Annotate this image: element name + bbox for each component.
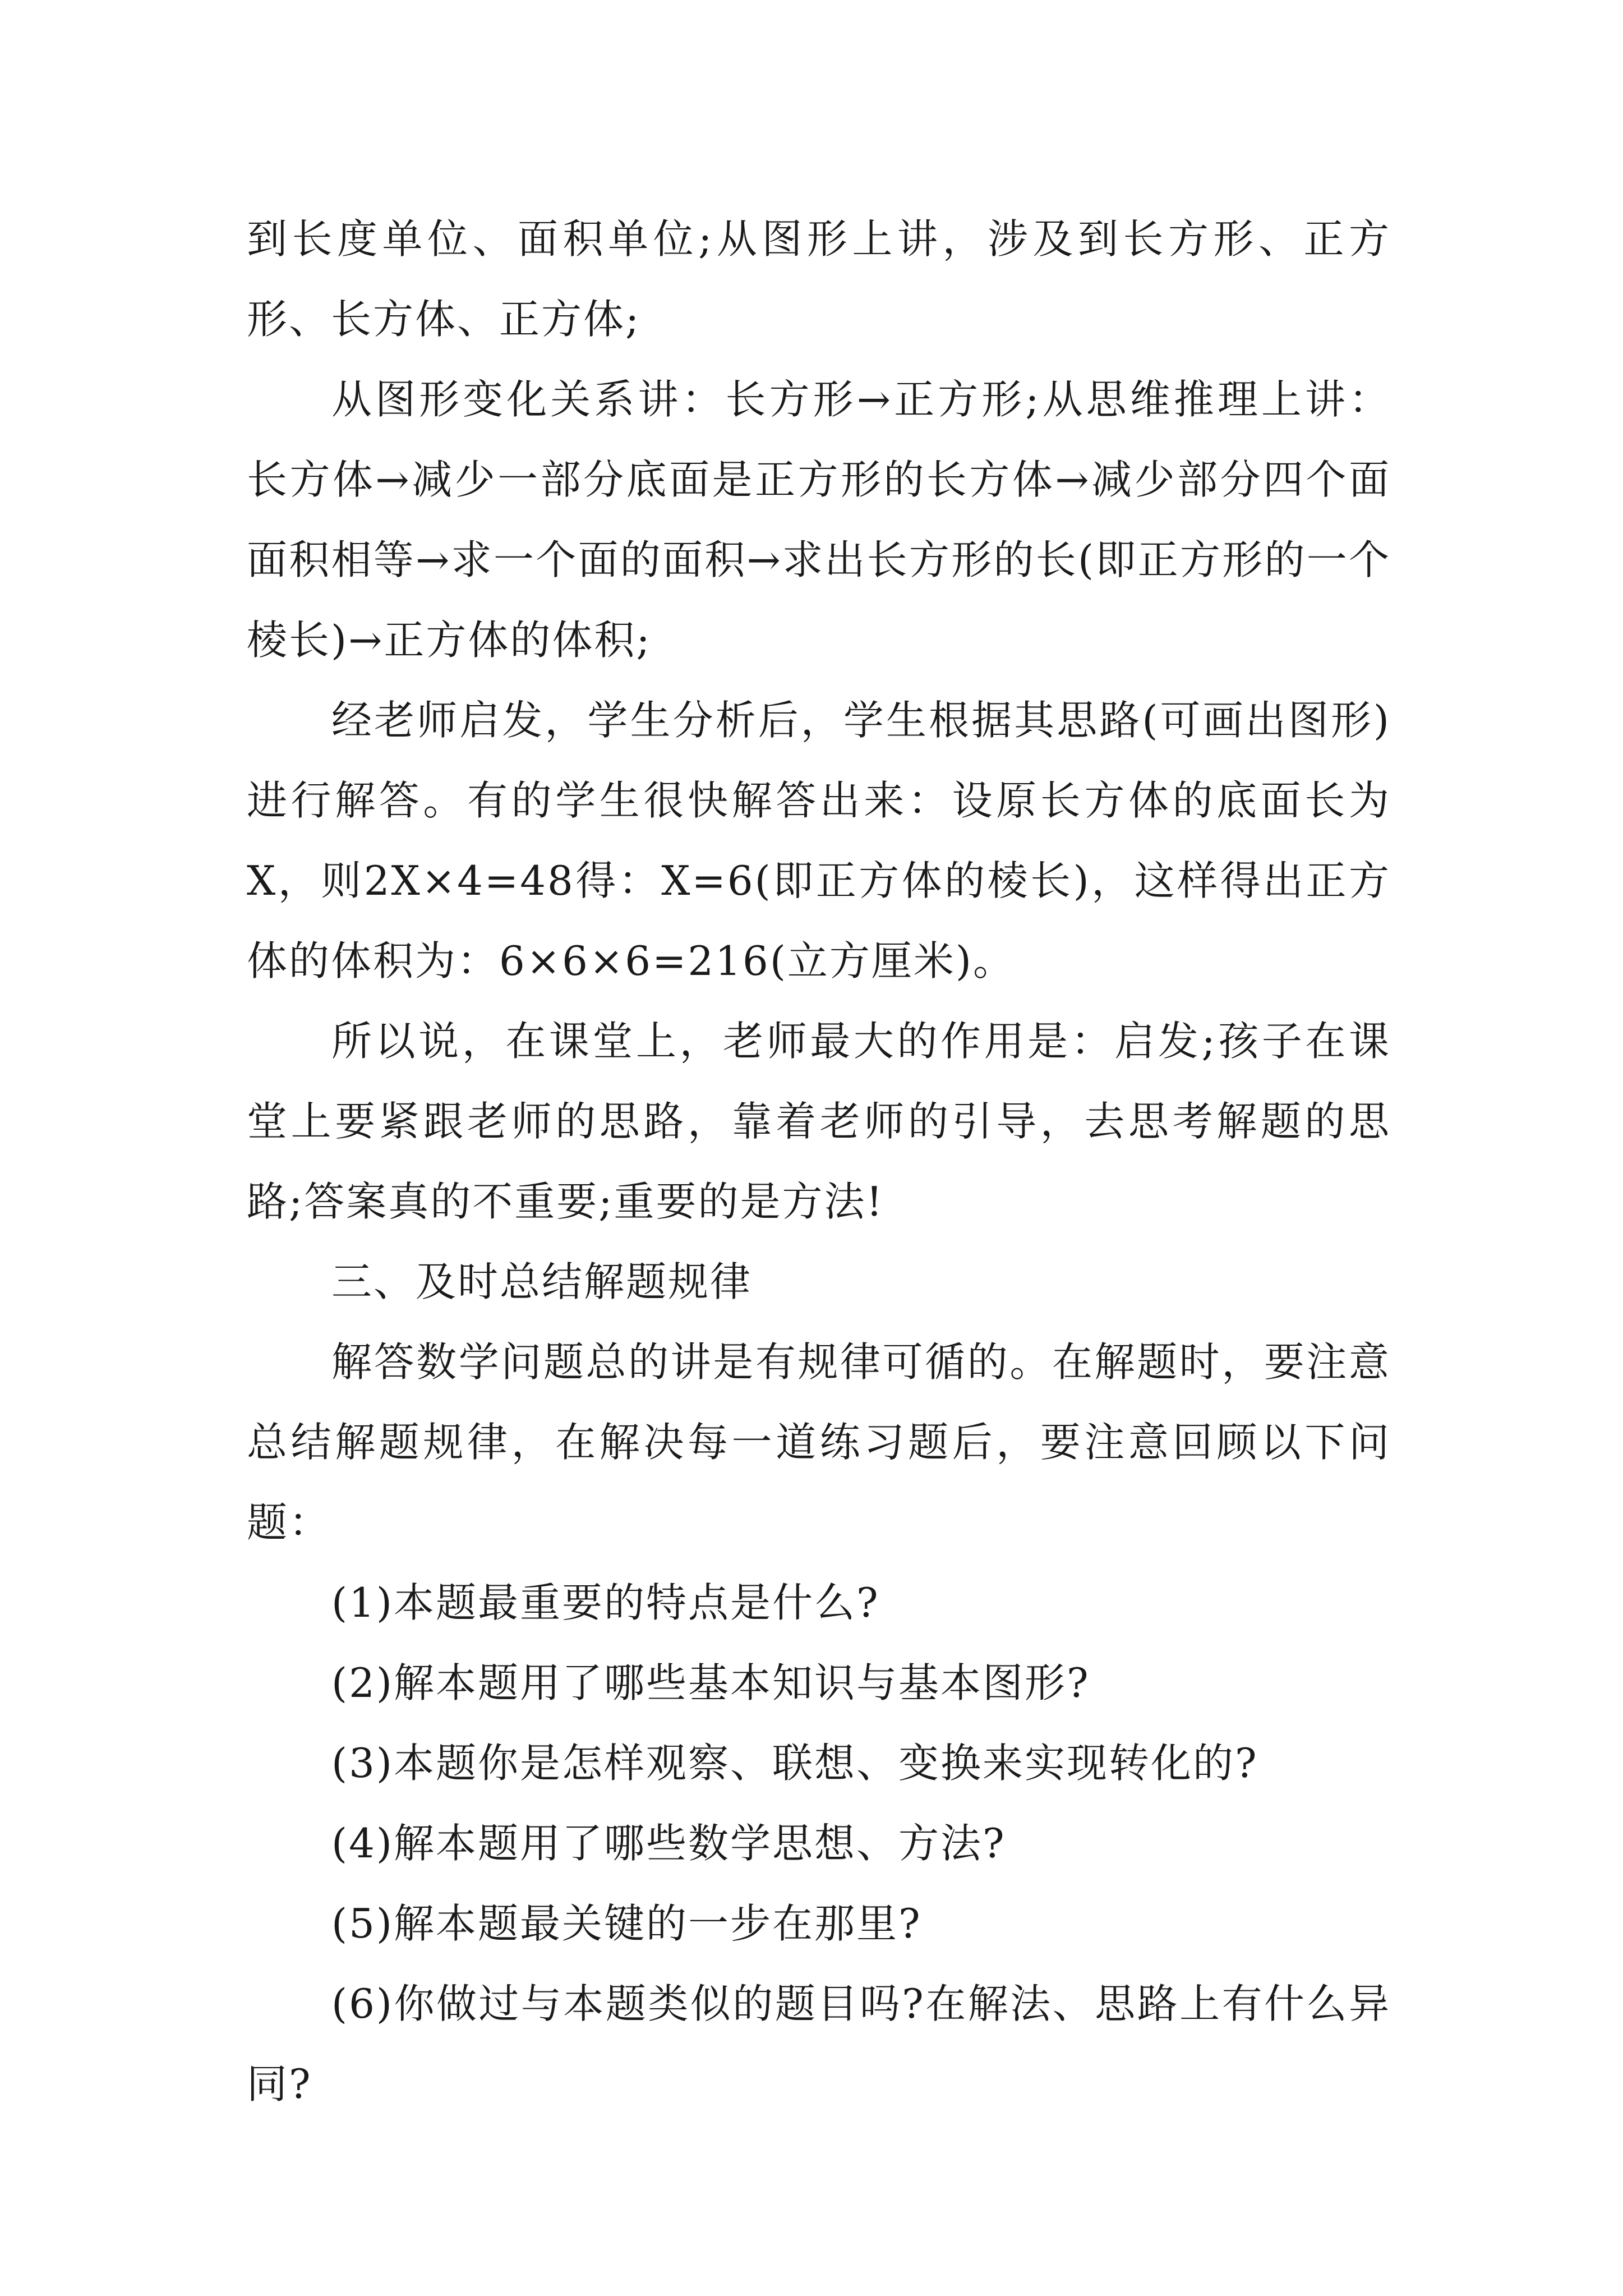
question-item-3: (3)本题你是怎样观察、联想、变换来实现转化的? bbox=[331, 1740, 1258, 1787]
question-item-2: (2)解本题用了哪些基本知识与基本图形? bbox=[331, 1659, 1090, 1706]
question-item-1: (1)本题最重要的特点是什么? bbox=[331, 1579, 880, 1626]
paragraph-student-solution: 经老师启发，学生分析后，学生根据其思路(可画出图形)进行解答。有的学生很快解答出来：设原长方体的底面长为X，则2X×4=48得：X=6(即正方体的棱长)，这样得出正方体的体积为：6×6×6=216(立方厘米)。 bbox=[247, 697, 1391, 984]
section-heading-summarize-rules: 三、及时总结解题规律 bbox=[331, 1258, 753, 1305]
question-item-5: (5)解本题最关键的一步在那里? bbox=[331, 1900, 922, 1947]
document-body bbox=[247, 199, 1391, 2124]
question-item-6: (6)你做过与本题类似的题目吗?在解法、思路上有什么异同? bbox=[247, 1980, 1391, 2108]
paragraph-continuation: 到长度单位、面积单位;从图形上讲，涉及到长方形、正方形、长方体、正方体; bbox=[247, 215, 1391, 343]
paragraph-teacher-role: 所以说，在课堂上，老师最大的作用是：启发;孩子在课堂上要紧跟老师的思路，靠着老师的引导，去思考解题的思路;答案真的不重要;重要的是方法! bbox=[247, 1018, 1391, 1225]
question-item-4: (4)解本题用了哪些数学思想、方法? bbox=[331, 1820, 1006, 1867]
paragraph-rules-intro: 解答数学问题总的讲是有规律可循的。在解题时，要注意总结解题规律，在解决每一道练习题后，要注意回顾以下问题： bbox=[247, 1338, 1391, 1546]
paragraph-shape-relations: 从图形变化关系讲：长方形→正方形;从思维推理上讲：长方体→减少一部分底面是正方形的长方体→减少部分四个面面积相等→求一个面的面积→求出长方形的长(即正方形的一个棱长)→正方体的体积; bbox=[247, 376, 1391, 664]
